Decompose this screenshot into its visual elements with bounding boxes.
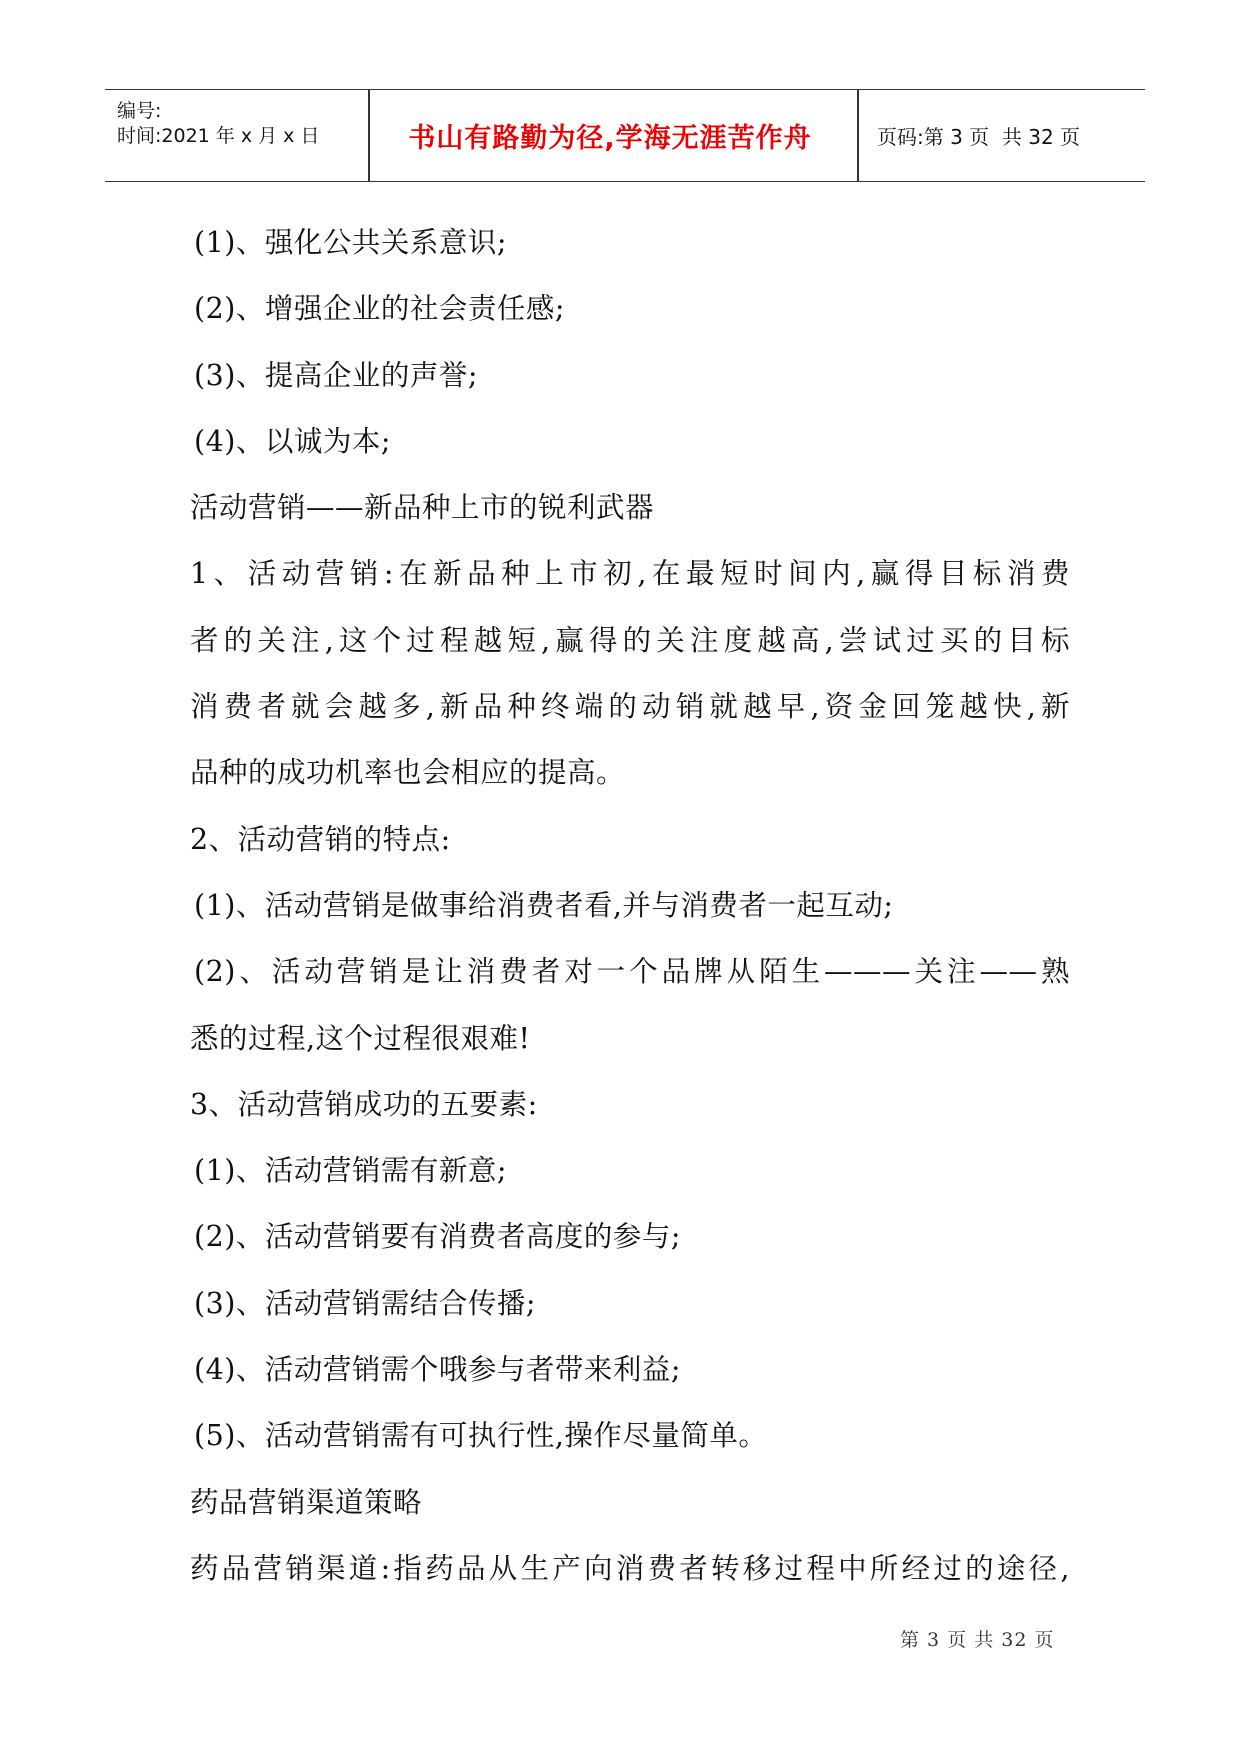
body-line: (1)、活动营销是做事给消费者看,并与消费者一起互动; xyxy=(194,888,894,922)
body-line: 者的关注,这个过程越短,赢得的关注度越高,尝试过买的目标 xyxy=(190,623,1070,657)
body-line: 消费者就会越多,新品种终端的动销就越早,资金回笼越快,新 xyxy=(190,690,1070,724)
page-header xyxy=(105,89,1145,182)
time-label: 时间:2021 年 x 月 x 日 xyxy=(117,125,320,147)
serial-label: 编号: xyxy=(117,100,162,122)
body-line: 品种的成功机率也会相应的提高。 xyxy=(190,756,626,790)
body-line: (2)、活动营销要有消费者高度的参与; xyxy=(194,1220,681,1254)
body-line: 药品营销渠道:指药品从生产向消费者转移过程中所经过的途径, xyxy=(190,1551,1070,1585)
section-heading: 药品营销渠道策略 xyxy=(190,1485,423,1519)
body-line: (4)、活动营销需个哦参与者带来利益; xyxy=(194,1353,681,1387)
body-line: (3)、提高企业的声誉; xyxy=(194,358,478,392)
header-page-number: 页码:第 3 页 共 32 页 xyxy=(877,125,1081,149)
header-meta xyxy=(117,90,367,181)
body-line: (1)、强化公共关系意识; xyxy=(194,226,507,259)
body-line: (4)、以诚为本; xyxy=(194,424,391,458)
document-body xyxy=(190,210,1070,1602)
body-line: 1、活动营销:在新品种上市初,在最短时间内,赢得目标消费 xyxy=(190,557,1070,591)
body-line: 悉的过程,这个过程很艰难! xyxy=(190,1021,531,1055)
body-line: (1)、活动营销需有新意; xyxy=(194,1154,507,1188)
body-line: 3、活动营销成功的五要素: xyxy=(190,1087,538,1121)
body-line: (2)、增强企业的社会责任感; xyxy=(194,292,565,326)
header-motto: 书山有路勤为径,学海无涯苦作舟 xyxy=(408,123,812,154)
body-line: (5)、活动营销需有可执行性,操作尽量简单。 xyxy=(194,1419,768,1453)
page-footer: 第 3 页 共 32 页 xyxy=(900,1629,1055,1651)
body-line: (2)、活动营销是让消费者对一个品牌从陌生———关注——熟 xyxy=(194,955,1070,989)
body-line: 2、活动营销的特点: xyxy=(190,822,451,856)
section-heading: 活动营销——新品种上市的锐利武器 xyxy=(190,491,655,525)
body-line: (3)、活动营销需结合传播; xyxy=(194,1286,536,1320)
header-divider-right xyxy=(857,90,859,181)
